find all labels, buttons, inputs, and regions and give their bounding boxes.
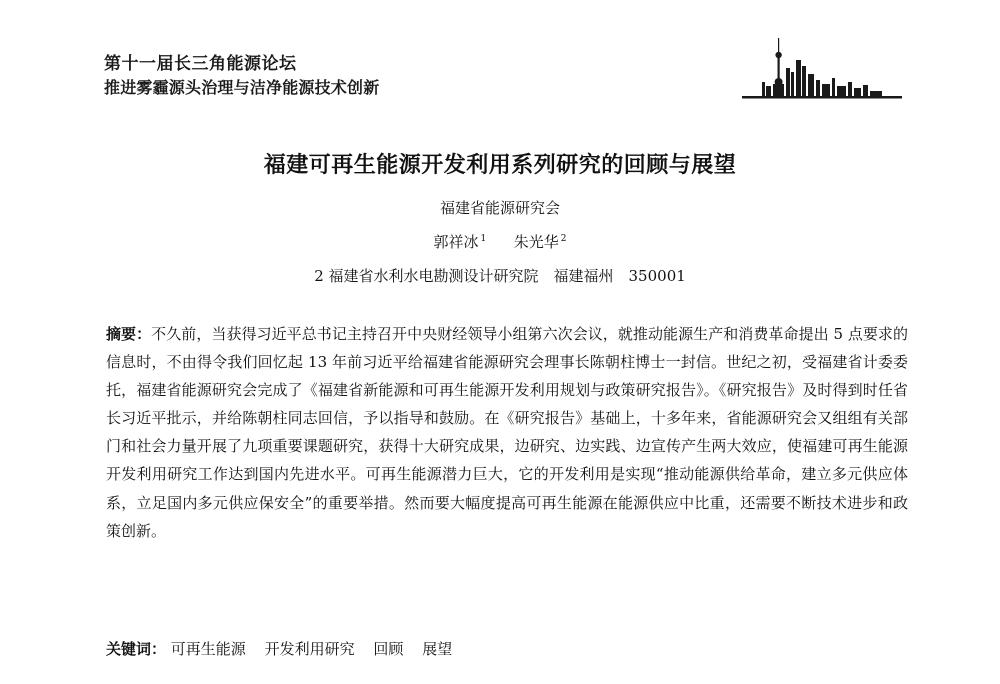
- author-name: 朱光华: [513, 233, 559, 251]
- author-mark: 1: [480, 234, 487, 244]
- author-list: [0, 231, 1000, 252]
- organization: 福建省能源研究会: [439, 199, 560, 217]
- keyword: 展望: [422, 640, 453, 658]
- keywords-label: 关键词：: [106, 640, 167, 658]
- abstract: [106, 320, 908, 545]
- author-name: 郭祥冰: [433, 233, 479, 251]
- abstract-label: 摘要：: [106, 325, 152, 343]
- conference-name: 第十一届长三角能源论坛: [104, 54, 297, 74]
- keyword: 开发利用研究: [264, 640, 355, 658]
- conference-theme: 推进雾霾源头治理与洁净能源技术创新: [104, 78, 380, 97]
- paper-title: 福建可再生能源开发利用系列研究的回顾与展望: [263, 153, 737, 178]
- abstract-text: 不久前，当获得习近平总书记主持召开中央财经领导小组第六次会议，就推动能源生产和消费革命提出 5 点要求的信息时，不由得令我们回忆起 13 年前习近平给福建省能源研究会理事长陈朝柱博士一封信。世纪之初，受福建省计委委托，福建省能源研究会完成了《福建省新能源和可再生能源开发利用规划与政策研究报告》。《研究报告》及时得到时任省长习近平批示，并给陈朝柱同志回信，予以指导和鼓励。在《研究报告》基础上，十多年来，省能源研究会又组组有关部门和社会力量开展了九项重要课题研究，获得十大研究成果，边研究、边实践、边宣传产生两大效应，使福建可再生能源开发利用研究工作达到国内先进水平。可再生能源潜力巨大，它的开发利用是实现“推动能源供给革命，建立多元供应体系，立足国内多元供应保安全”的重要举措。然而要大幅度提高可再生能源在能源供应中比重，还需要不断技术进步和政策创新。: [106, 325, 908, 540]
- keyword: 可再生能源: [170, 640, 246, 658]
- city-skyline-logo: [742, 38, 902, 100]
- affiliation: 2 福建省水利水电勘测设计研究院 福建福州 350001: [314, 267, 686, 285]
- keywords: [106, 638, 908, 659]
- keyword: 回顾: [373, 640, 404, 658]
- author-mark: 2: [560, 234, 567, 244]
